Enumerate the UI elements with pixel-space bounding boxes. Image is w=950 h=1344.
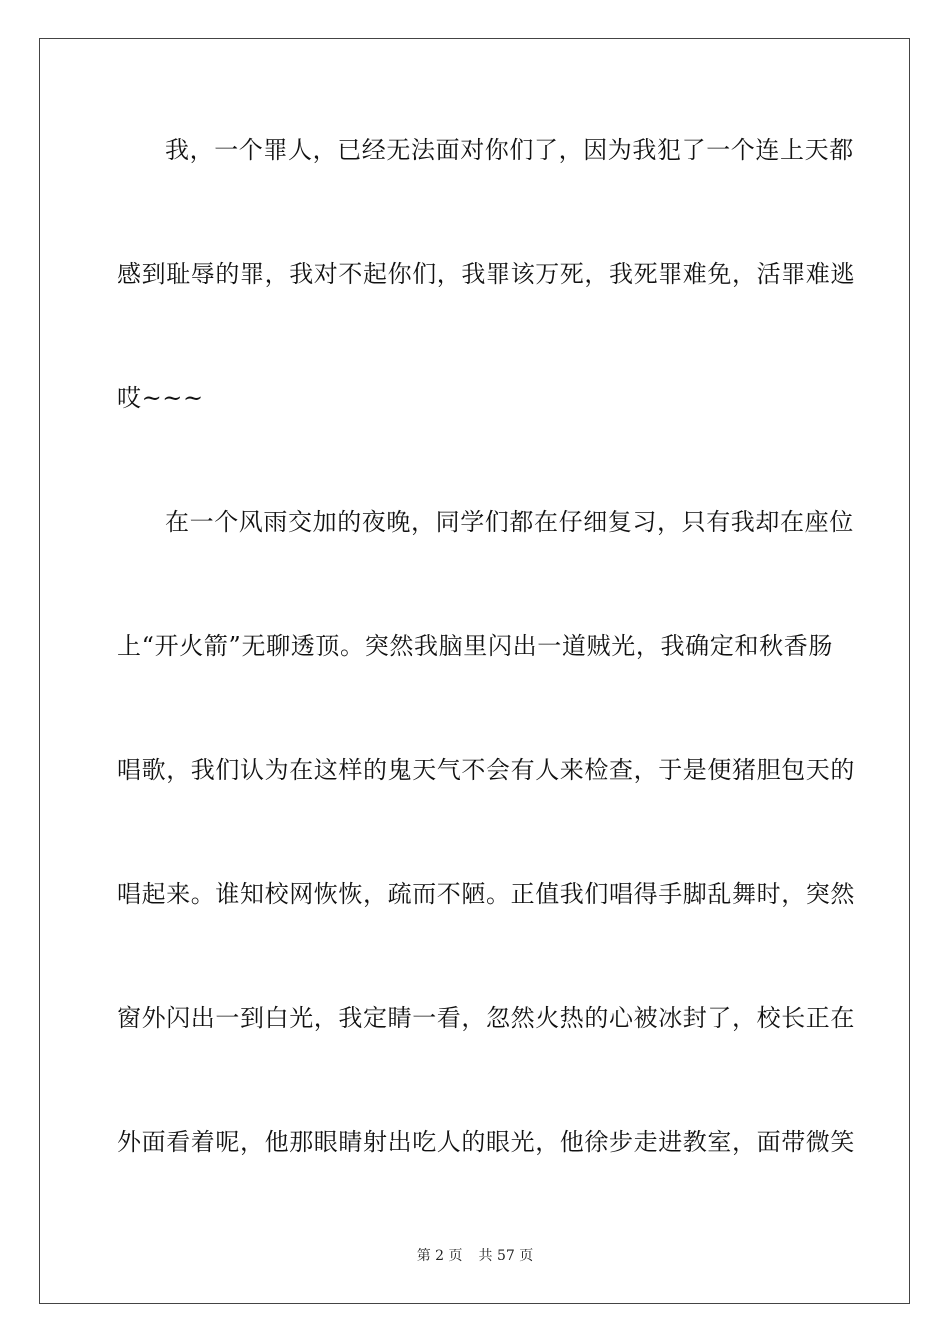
paragraph-line-8: 窗外闪出一到白光，我定睛一看，忽然火热的心被冰封了，校长正在	[117, 1004, 855, 1032]
total-pages: 共 57 页	[478, 1248, 534, 1264]
paragraph-line-7: 唱起来。谁知校网恢恢，疏而不陋。正值我们唱得手脚乱舞时，突然	[117, 880, 855, 908]
page-border	[39, 38, 910, 1304]
paragraph-line-4: 在一个风雨交加的夜晚，同学们都在仔细复习，只有我却在座位	[165, 508, 854, 536]
paragraph-line-5: 上“开火箭”无聊透顶。突然我脑里闪出一道贼光，我确定和秋香肠	[117, 632, 833, 660]
paragraph-line-9: 外面看着呢，他那眼睛射出吃人的眼光，他徐步走进教室，面带微笑	[117, 1128, 855, 1156]
page-number: 第 2 页	[416, 1248, 463, 1264]
page-footer	[0, 1246, 950, 1266]
paragraph-line-6: 唱歌，我们认为在这样的鬼天气不会有人来检查，于是便猪胆包天的	[117, 756, 855, 784]
paragraph-line-3: 哎~~~	[117, 384, 204, 412]
paragraph-line-2: 感到耻辱的罪，我对不起你们，我罪该万死，我死罪难免，活罪难逃	[117, 260, 855, 288]
paragraph-line-1: 我，一个罪人，已经无法面对你们了，因为我犯了一个连上天都	[165, 136, 854, 164]
